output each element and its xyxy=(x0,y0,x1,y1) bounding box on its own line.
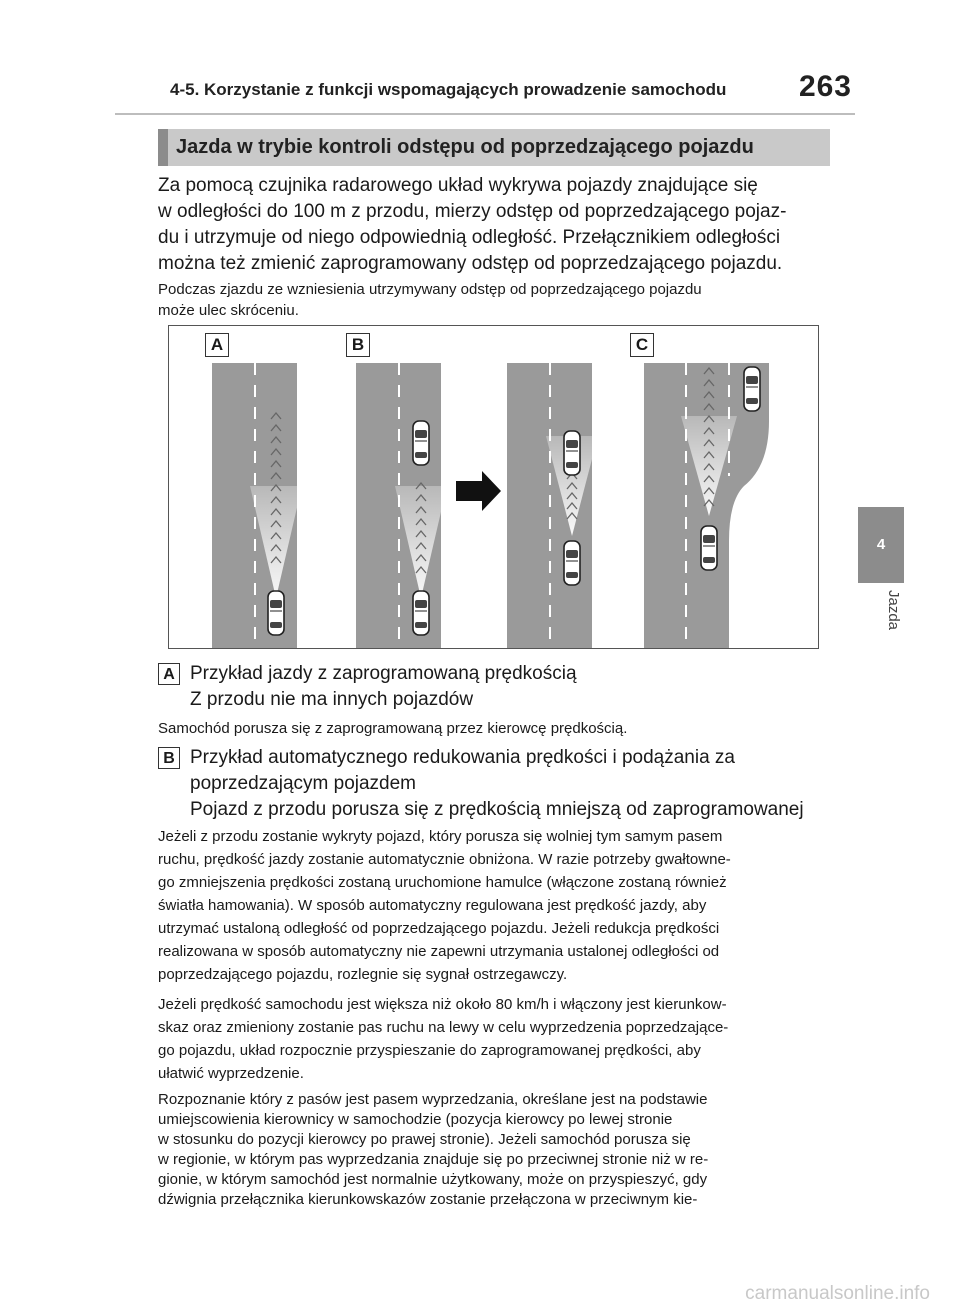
item-b-para2: go pojazdu, układ rozpocznie przyspieszanie do zaprogramowanej prędkości, aby xyxy=(158,1042,701,1059)
item-a-subtitle: Z przodu nie ma innych pojazdów xyxy=(190,689,474,710)
acc-diagram xyxy=(168,325,819,649)
header-rule xyxy=(115,113,855,115)
item-b-para3: w regionie, w którym pas wyprzedzania znajduje się po przeciwnej stronie niż w re- xyxy=(158,1151,709,1168)
item-b-para2: ułatwić wyprzedzenie. xyxy=(158,1065,304,1082)
own-car-c xyxy=(701,526,717,570)
intro-note: Podczas zjazdu ze wzniesienia utrzymywany odstęp od poprzedzającego pojazdu xyxy=(158,281,702,298)
lead-car-c xyxy=(744,367,760,411)
item-b-para2: skaz oraz zmieniony zostanie pas ruchu na lewy w celu wyprzedzenia poprzedzające- xyxy=(158,1019,729,1036)
item-b-para3: umiejscowienia kierownicy w samochodzie (pozycja kierowcy po lewej stronie xyxy=(158,1111,673,1128)
chapter-header: 4-5. Korzystanie z funkcji wspomagających prowadzenie samochodu xyxy=(170,80,727,99)
own-car-b2 xyxy=(564,541,580,585)
item-b-para1: światła hamowania). W sposób automatyczny regulowana jest prędkość jazdy, aby xyxy=(158,897,707,914)
item-b-para1: poprzedzającego pojazdu, rozlegnie się sygnał ostrzegawczy. xyxy=(158,966,568,983)
own-car-a xyxy=(268,591,284,635)
transition-arrow xyxy=(456,471,501,511)
intro-line: w odległości do 100 m z przodu, mierzy odstęp od poprzedzającego pojaz- xyxy=(158,201,787,222)
figure-label-b: B xyxy=(346,333,370,357)
item-b-para1: go zmniejszenia prędkości zostaną uruchomione hamulce (włączone zostaną również xyxy=(158,874,727,891)
item-b-para1: ruchu, prędkość jazdy zostanie automatycznie obniżona. W razie potrzeby gwałtowne- xyxy=(158,851,731,868)
figure-label-a: A xyxy=(205,333,229,357)
lead-car-b xyxy=(413,421,429,465)
item-b-para3: dźwignia przełącznika kierunkowskazów zostanie przełączona w przeciwnym kie- xyxy=(158,1191,698,1208)
watermark: carmanualsonline.info xyxy=(745,1283,930,1304)
chapter-tab[interactable]: 4 xyxy=(858,507,904,583)
figure-label-c: C xyxy=(630,333,654,357)
item-b-para3: gionie, w którym samochód jest normalnie użytkowany, może on przyspieszyć, gdy xyxy=(158,1171,708,1188)
item-b-para1: utrzymać ustaloną odległość od poprzedzającego pojazdu. Jeżeli redukcja prędkości xyxy=(158,920,720,937)
item-a-text: Samochód porusza się z zaprogramowaną przez kierowcę prędkością. xyxy=(158,720,628,737)
intro-line: Za pomocą czujnika radarowego układ wykrywa pojazdy znajdujące się xyxy=(158,175,758,196)
intro-note: może ulec skróceniu. xyxy=(158,302,299,319)
intro-line: du i utrzymuje od niego odpowiednią odległość. Przełącznikiem odległości xyxy=(158,227,781,248)
page-number: 263 xyxy=(798,70,852,103)
item-b-para3: Rozpoznanie który z pasów jest pasem wyprzedzania, określane jest na podstawie xyxy=(158,1091,708,1108)
item-a-title: Przykład jazdy z zaprogramowaną prędkością xyxy=(190,663,577,684)
item-b-title: Przykład automatycznego redukowania prędkości i podążania za xyxy=(190,747,735,768)
intro-line: można też zmienić zaprogramowany odstęp od poprzedzającego pojazdu. xyxy=(158,253,783,274)
section-title: Jazda w trybie kontroli odstępu od poprzedzającego pojazdu xyxy=(158,129,830,166)
item-b-para2: Jeżeli prędkość samochodu jest większa niż około 80 km/h i włączony jest kierunkow- xyxy=(158,996,727,1013)
item-b-subtitle: Pojazd z przodu porusza się z prędkością mniejszą od zaprogramowanej xyxy=(190,799,804,820)
item-b-para1: realizowana w sposób automatyczny nie zapewni utrzymania ustalonej odległości od xyxy=(158,943,720,960)
item-b-para1: Jeżeli z przodu zostanie wykryty pojazd, który porusza się wolniej tym samym pasem xyxy=(158,828,723,845)
item-b-title: poprzedzającym pojazdem xyxy=(190,773,417,794)
item-b-label: B xyxy=(158,747,180,769)
chapter-tab-label: Jazda xyxy=(885,590,902,631)
item-a-label: A xyxy=(158,663,180,685)
own-car-b xyxy=(413,591,429,635)
lead-car-b2 xyxy=(564,431,580,475)
item-b-para3: w stosunku do pozycji kierowcy po prawej stronie). Jeżeli samochód porusza się xyxy=(158,1131,691,1148)
